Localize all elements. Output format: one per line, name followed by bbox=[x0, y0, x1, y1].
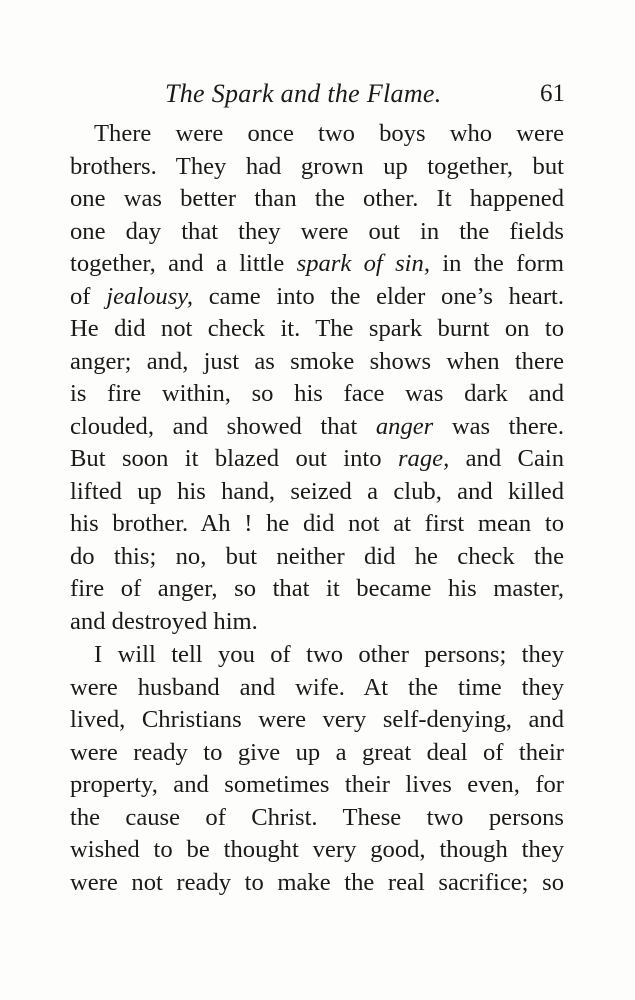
text-line bbox=[70, 672, 564, 705]
italic-text: anger bbox=[375, 412, 434, 440]
text-line bbox=[70, 313, 564, 346]
page-number: 61 bbox=[540, 80, 565, 107]
text-line bbox=[70, 183, 564, 216]
text-line bbox=[70, 737, 564, 770]
text-segment: wished to be thought very good, though they bbox=[70, 836, 564, 863]
text-segment: and Cain bbox=[449, 445, 564, 472]
text-segment: But soon it blazed out into bbox=[70, 445, 398, 472]
text-line bbox=[70, 443, 564, 476]
text-segment: lifted up his hand, seized a club, and killed bbox=[70, 477, 564, 505]
text-segment: is fire within, so his face was dark and bbox=[70, 380, 564, 407]
text-segment: and destroyed him. bbox=[70, 607, 258, 635]
italic-text: rage, bbox=[397, 445, 450, 472]
text-segment: one day that they were out in the fields bbox=[70, 217, 564, 245]
text-segment: in the form bbox=[429, 250, 564, 277]
text-line bbox=[70, 411, 564, 444]
text-segment: of bbox=[70, 282, 107, 310]
text-segment: were not ready to make the real sacrifice; so bbox=[70, 868, 564, 896]
text-segment: He did not check it. The spark burnt on to bbox=[70, 315, 564, 342]
text-line bbox=[70, 508, 564, 541]
text-line bbox=[70, 281, 564, 314]
text-line bbox=[70, 769, 564, 802]
text-segment: brothers. They had grown up together, but bbox=[70, 152, 564, 180]
text-line bbox=[70, 476, 564, 509]
text-segment: were ready to give up a great deal of their bbox=[70, 738, 564, 766]
text-line bbox=[70, 834, 564, 867]
text-line bbox=[70, 573, 564, 606]
text-line bbox=[70, 639, 564, 672]
text-line bbox=[70, 606, 564, 639]
text-line bbox=[70, 378, 564, 411]
text-line bbox=[70, 867, 564, 900]
text-segment: were husband and wife. At the time they bbox=[70, 673, 564, 701]
text-segment: property, and sometimes their lives even, for bbox=[70, 771, 564, 798]
text-line bbox=[70, 248, 564, 281]
text-segment: his brother. Ah ! he did not at first mean to bbox=[70, 510, 564, 537]
text-line bbox=[70, 704, 564, 737]
text-segment: There were once two boys who were bbox=[94, 120, 564, 147]
text-segment: together, and a little bbox=[70, 250, 297, 277]
text-line bbox=[70, 802, 564, 835]
text-segment: the cause of Christ. These two persons bbox=[70, 803, 564, 831]
text-segment: anger; and, just as smoke shows when there bbox=[70, 347, 564, 375]
text-segment: was there. bbox=[433, 412, 564, 440]
text-segment: came into the elder one’s heart. bbox=[193, 282, 564, 310]
text-segment: fire of anger, so that it became his master, bbox=[70, 575, 564, 602]
body-text bbox=[70, 118, 564, 899]
paragraph bbox=[70, 639, 564, 899]
text-segment: lived, Christians were very self-denying, and bbox=[70, 706, 564, 733]
text-segment: do this; no, but neither did he check the bbox=[70, 542, 564, 570]
text-segment: I will tell you of two other persons; they bbox=[94, 641, 564, 668]
running-title: The Spark and the Flame. bbox=[165, 79, 442, 108]
text-line bbox=[70, 346, 564, 379]
text-line bbox=[70, 216, 564, 249]
text-line bbox=[70, 151, 564, 184]
text-line bbox=[70, 118, 564, 151]
italic-text: spark of sin, bbox=[296, 250, 430, 277]
text-segment: one was better than the other. It happened bbox=[70, 185, 564, 212]
text-segment: clouded, and showed that bbox=[70, 412, 376, 440]
page-header bbox=[70, 74, 565, 114]
text-line bbox=[70, 541, 564, 574]
italic-text: jealousy, bbox=[106, 282, 193, 310]
paragraph bbox=[70, 118, 564, 638]
